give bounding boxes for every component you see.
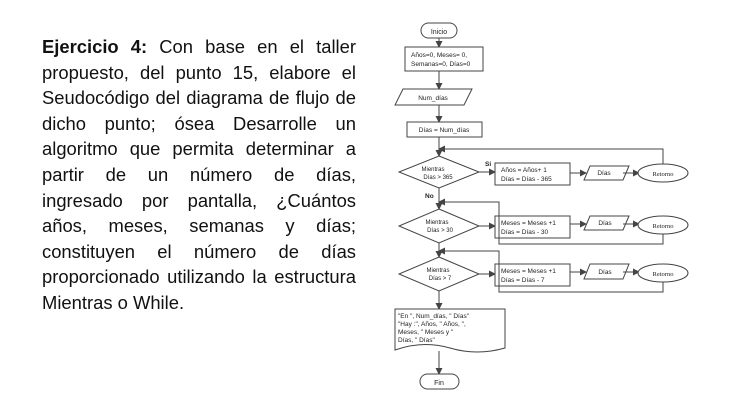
loop3-proc-line-2: Días = Días - 7 [501, 277, 545, 284]
exercise-heading: Ejercicio 4: [42, 36, 148, 57]
loop1-output-label: Días [597, 170, 611, 177]
loop1-proc-line-1: Años = Años+ 1 [501, 167, 547, 174]
loop3-decision [399, 257, 479, 291]
loop3-cond-line-2: Días > 7 [428, 276, 452, 282]
exercise-body: Con base en el taller propuesto, del punto 15, elabore el Seudocódigo del diagrama de flujo de dicho punto; ósea Desarrolle un algoritmo que permita determinar a partir de un número de días, ingresado por pantalla, ¿Cuántos años, meses, semanas y días; constituyen el número de días proporcionado utilizando la estructura Mientras o While. [42, 36, 356, 313]
init-line-2: Semanas=0, Días=0 [411, 61, 471, 68]
print-line-1: "En ", Num_días, " Días" [398, 313, 470, 320]
init-line-1: Años=0, Meses= 0, [411, 52, 468, 59]
loop2-proc-line-1: Meses = Meses +1 [501, 220, 556, 227]
print-line-2: "Hay :", Años, " Años, ", [398, 321, 466, 328]
input-label: Num_días [418, 95, 448, 102]
loop1-cond-line-2: Días > 365 [423, 175, 453, 181]
loop2-decision [399, 209, 479, 243]
loop2-output-label: Días [598, 220, 612, 227]
print-line-4: Días, " Días" [398, 337, 435, 344]
assign-label: Días = Num_días [418, 127, 470, 134]
loop2-cond-line-2: Días > 30 [427, 228, 453, 234]
loop2-proc-line-2: Días = Días - 30 [501, 229, 549, 236]
print-line-3: Meses, " Meses y " [398, 329, 454, 336]
loop3-output-label: Días [598, 269, 612, 276]
yes-label: Si [485, 161, 492, 168]
start-label: Inicio [430, 29, 448, 36]
loop2-cond-line-1: Mientras [425, 220, 449, 226]
end-label: Fin [434, 380, 444, 387]
loop1-cond-line-1: Mientras [421, 167, 445, 173]
loop1-back-edge [439, 149, 663, 164]
no-label: No [425, 193, 434, 200]
loop3-return-label: Retorno [652, 271, 674, 278]
loop3-proc-line-1: Meses = Meses +1 [501, 268, 556, 275]
loop2-return-label: Retorno [652, 223, 674, 230]
loop1-proc-line-2: Días = Días - 365 [501, 176, 552, 183]
loop1-return-label: Retorno [652, 171, 674, 178]
loop3-cond-line-1: Mientras [426, 268, 450, 274]
